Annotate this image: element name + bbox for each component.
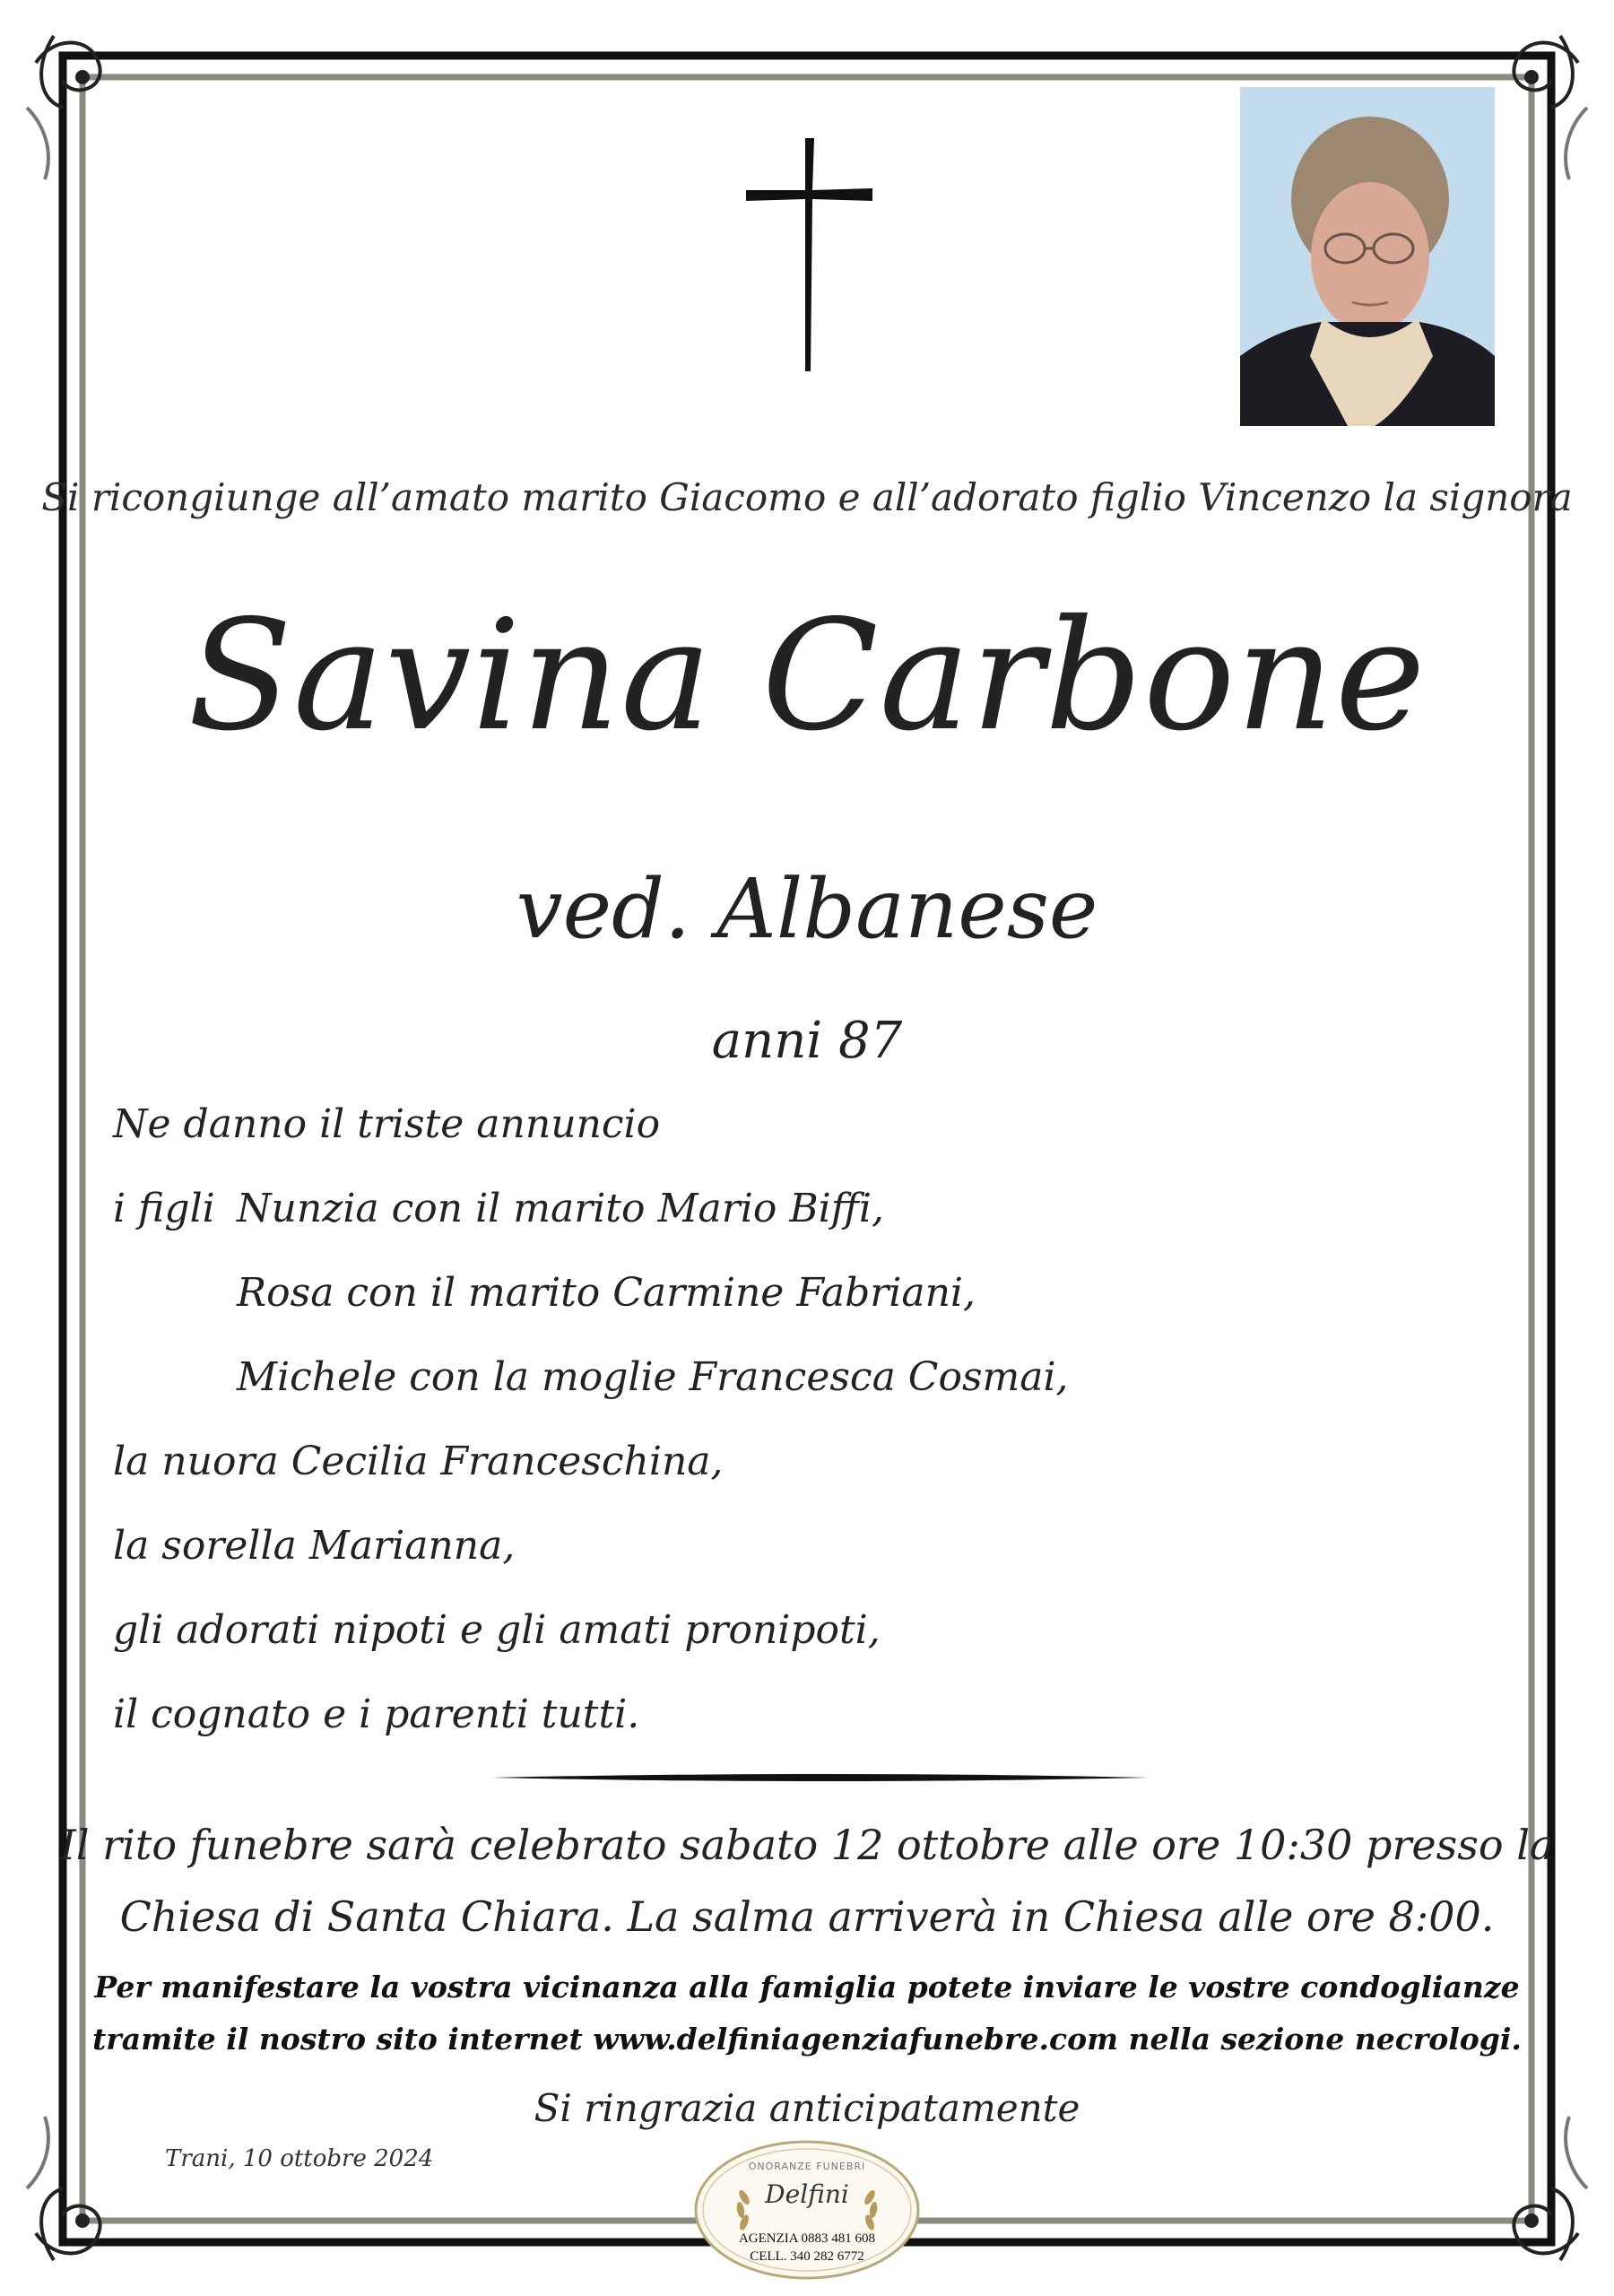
thanks-text: Si ringrazia anticipatamente [534,2086,1080,2130]
portrait-photo [1240,87,1495,426]
mourners-figli [113,1186,884,1231]
mourners-lead: Ne danno il triste annuncio [113,1101,661,1147]
figli-label: i figli [113,1186,215,1231]
intro-text: Si ricongiunge all’amato marito Giacomo e all’adorato figlio Vincenzo la signora [41,475,1573,519]
condolences-line-2: tramite il nostro sito internet www.delfiniagenziafunebre.com nella sezione necrologi. [92,2022,1522,2057]
divider [491,1772,1150,1783]
mourners-nipoti: gli adorati nipoti e gli amati pronipoti, [113,1607,881,1653]
figli-2: Rosa con il marito Carmine Fabriani, [237,1270,976,1316]
figli-1: Nunzia con il marito Mario Biffi, [237,1186,884,1231]
mourners-sorella: la sorella Marianna, [113,1523,516,1569]
agency-top-text: ONORANZE FUNEBRI [748,2161,866,2172]
agency-phone: AGENZIA 0883 481 608 [738,2231,876,2246]
deceased-age: anni 87 [711,1012,903,1070]
deceased-name: Savina Carbone [187,587,1427,765]
date-place: Trani, 10 ottobre 2024 [165,2145,434,2172]
mourners-nuora: la nuora Cecilia Franceschina, [113,1439,724,1484]
funeral-line-1: Il rito funebre sarà celebrato sabato 12 ottobre alle ore 10:30 presso la [59,1821,1555,1869]
latin-cross-icon [742,136,877,374]
agency-logo [692,2138,922,2282]
figli-3: Michele con la moglie Francesca Cosmai, [237,1354,1069,1400]
mourners-parenti: il cognato e i parenti tutti. [113,1692,640,1737]
agency-cell: CELL. 340 282 6772 [750,2249,864,2264]
agency-brand: Delfini [765,2179,849,2209]
condolences-line-1: Per manifestare la vostra vicinanza alla famiglia potete inviare le vostre condoglianze [94,1970,1520,2005]
funeral-line-2: Chiesa di Santa Chiara. La salma arriverà in Chiesa alle ore 8:00. [119,1892,1495,1941]
married-name: ved. Albanese [516,861,1098,957]
